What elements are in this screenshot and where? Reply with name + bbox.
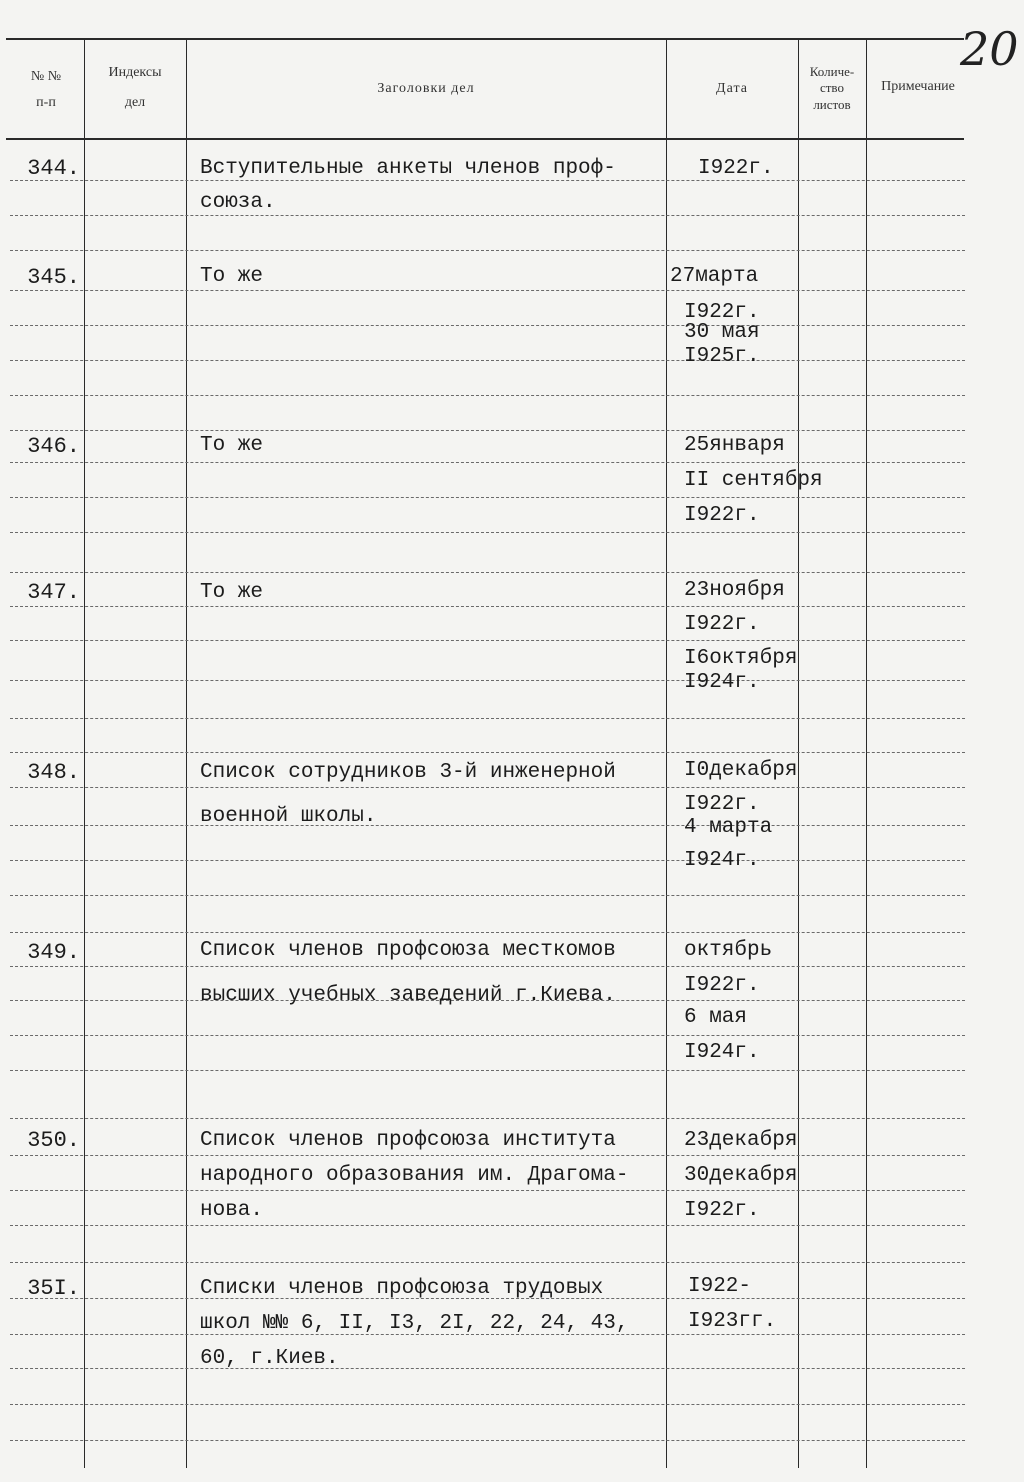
entry-date-line: 30 мая [684,321,760,344]
entry-date-line: I924г. [684,849,760,872]
ruled-line [10,825,965,826]
entry-number: 345. [27,265,80,290]
header-num-line2: п-п [36,95,56,111]
ruled-line [10,360,965,361]
entry-number: 349. [27,940,80,965]
entry-title-line: То же [200,581,264,604]
entry-title-line: Вступительные анкеты членов проф- [200,157,616,180]
ruled-line [10,215,965,216]
entry-number: 344. [27,156,80,181]
ruled-line [10,787,965,788]
entry-number: 35I. [27,1276,80,1301]
entry-date-line: II сентября [684,469,823,492]
column-divider-num [84,38,85,1468]
ruled-line [10,606,965,607]
column-divider-date [798,38,799,1468]
entry-title-line: союза. [200,191,276,214]
entry-number: 350. [27,1128,80,1153]
entry-date-line: I922г. [684,974,760,997]
entry-date-line: I923гг. [688,1310,777,1333]
entry-date-line: 23декабря [684,1129,798,1152]
header-date-cell: Дата [716,81,748,96]
entry-date-line: I922г. [684,793,760,816]
entry-title-line: То же [200,265,264,288]
ruled-line [10,462,965,463]
entry-number: 348. [27,760,80,785]
entry-title-line: Список членов профсоюза института [200,1129,616,1152]
ruled-line [10,250,965,251]
ruled-line [10,680,965,681]
entry-date-line: I925г. [684,345,760,368]
header-title-cell: Заголовки дел [377,81,475,96]
ruled-line [10,180,965,181]
header-count-line3: листов [813,96,851,112]
entry-date-line: I924г. [684,671,760,694]
ruled-line [10,752,965,753]
entry-date-line: I6октября [684,647,798,670]
ruled-line [10,640,965,641]
ruled-line [10,1262,965,1263]
entry-date-line: 25января [684,434,785,457]
header-index-line1: Индексы [108,65,162,80]
entry-title-line: 60, г.Киев. [200,1347,339,1370]
ruled-line [10,1190,965,1191]
entry-date-line: I924г. [684,1041,760,1064]
entry-number: 347. [27,580,80,605]
ruled-line [10,1404,965,1405]
ruled-line [10,1035,965,1036]
entry-title-line: народного образования им. Драгома- [200,1164,629,1187]
ruled-line [10,1118,965,1119]
entry-title-line: То же [200,434,264,457]
entry-date-line: 23ноября [684,579,785,602]
column-divider-count [866,38,867,1468]
header-index-cell [86,64,184,112]
entry-date-line: I922г. [698,157,774,180]
entry-title-line: Списки членов профсоюза трудовых [200,1277,604,1300]
entry-date-line: I922- [688,1275,752,1298]
entry-date-line: 4 марта [684,816,773,839]
ruled-line [10,895,965,896]
ruled-line [10,860,965,861]
ruled-line [10,1440,965,1441]
header-bottom-border [6,138,964,140]
header-count-line1: Количе- [809,64,855,79]
header-num-line1: № № [30,69,62,84]
entry-date-line: 27марта [670,265,759,288]
entry-title-line: школ №№ 6, II, I3, 2I, 22, 24, 43, [200,1312,629,1335]
entry-title-line: Список сотрудников 3-й инженерной [200,761,616,784]
entry-date-line: 30декабря [684,1164,798,1187]
header-count-cell [800,64,864,113]
sheet-number: 20 [960,22,1019,76]
ruled-line [10,395,965,396]
header-index-line2: дел [124,95,146,111]
entry-date-line: I922г. [684,613,760,636]
entry-date-line: 6 мая [684,1006,748,1029]
entry-number: 346. [27,434,80,459]
entry-date-line: I922г. [684,301,760,324]
entry-date-line: I0декабря [684,759,798,782]
ruled-line [10,572,965,573]
entry-date-line: I922г. [684,1199,760,1222]
top-border [6,38,964,40]
entry-title-line: высших учебных заведений г.Киева. [200,984,616,1007]
ruled-line [10,1225,965,1226]
ruled-line [10,1070,965,1071]
ruled-line [10,1155,965,1156]
ruled-line [10,290,965,291]
header-num-cell [10,68,82,112]
entry-title-line: нова. [200,1199,264,1222]
ruled-line [10,325,965,326]
ruled-line [10,430,965,431]
header-note-cell: Примечание [881,79,955,94]
entry-date-line: I922г. [684,504,760,527]
entry-date-line: октябрь [684,939,773,962]
ruled-line [10,1368,965,1369]
column-divider-index [186,38,187,1468]
ruled-line [10,932,965,933]
entry-title-line: Список членов профсоюза месткомов [200,939,616,962]
column-divider-title [666,38,667,1468]
ruled-line [10,966,965,967]
ruled-line [10,497,965,498]
ruled-line [10,532,965,533]
entry-title-line: военной школы. [200,805,377,828]
ruled-line [10,718,965,719]
header-count-line2: ство [819,80,844,96]
